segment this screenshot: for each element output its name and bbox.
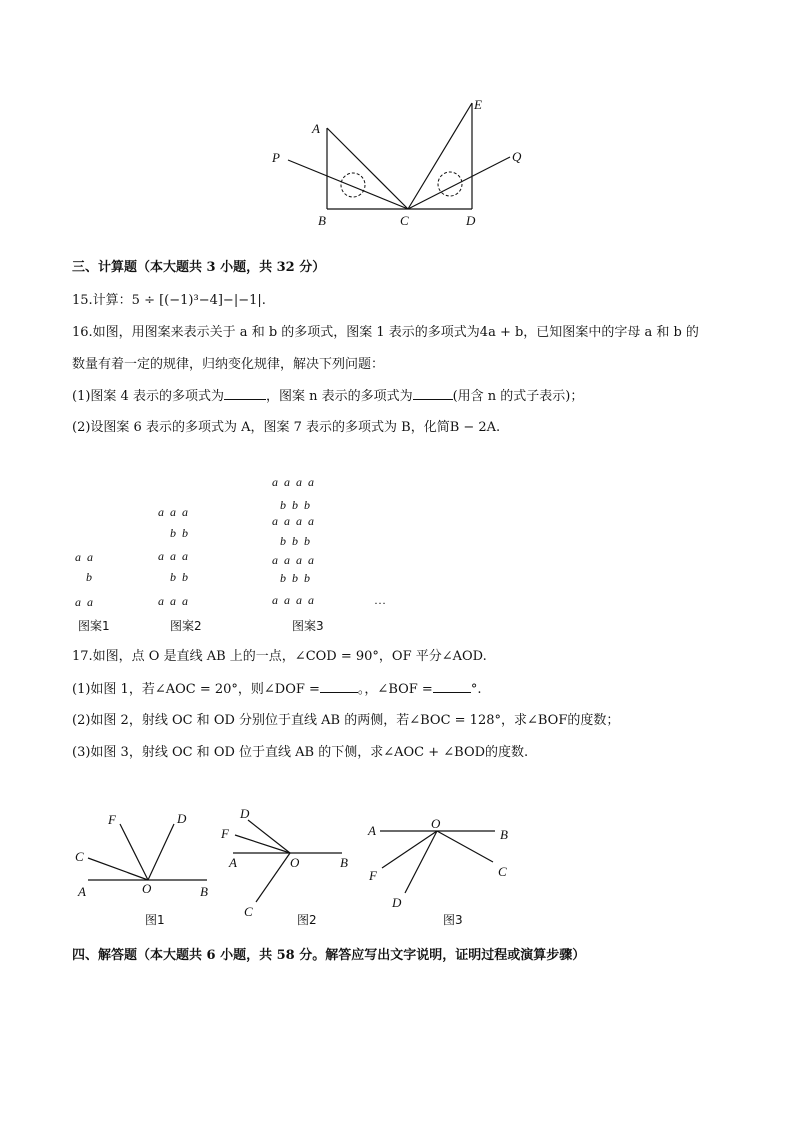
section4-heading: 四、解答题（本大题共 6 小题，共 58 分。解答应写出文字说明，证明过程或演算步骤）	[72, 948, 586, 963]
label-F: F	[221, 826, 229, 841]
pattern3-row2: b b b	[280, 498, 310, 512]
label-D: D	[392, 895, 402, 910]
label-B: B	[500, 827, 508, 842]
q16-line1: 16.如图，用图案来表示关于 a 和 b 的多项式，图案 1 表示的多项式为4a + b，已知图案中的字母 a 和 b 的	[72, 325, 699, 340]
answer-blank	[320, 680, 358, 693]
pattern3-row7: a a a a	[272, 593, 314, 607]
pattern1-row3: a a	[75, 595, 93, 609]
label-A: A	[229, 855, 237, 870]
dashed-circle-left	[341, 173, 365, 197]
q16-part1	[72, 387, 583, 406]
pattern2-row1: a a a	[158, 505, 188, 519]
top-geometry-figure	[260, 90, 550, 235]
pattern3-row1: a a a a	[272, 475, 314, 489]
ray-OD	[248, 820, 290, 853]
pattern1-caption: 图案1	[78, 619, 110, 633]
q17-part1-a: (1)如图 1，若∠AOC = 20°，则∠DOF =	[72, 682, 320, 697]
label-F: F	[369, 868, 377, 883]
q15-text: 15.计算：5 ÷ [(−1)³−4]−|−1|.	[72, 293, 266, 308]
section3-heading: 三、计算题（本大题共 3 小题，共 32 分）	[72, 260, 326, 275]
label-A: A	[312, 121, 320, 136]
q16-part1-b: ，图案 n 表示的多项式为	[265, 389, 413, 404]
label-P: P	[272, 150, 280, 165]
label-B: B	[340, 855, 348, 870]
label-Q: Q	[512, 149, 522, 164]
figure-3-caption: 图3	[443, 913, 463, 927]
pattern2-row5: a a a	[158, 594, 188, 608]
label-O: O	[290, 855, 300, 870]
pattern2-row2: b b	[170, 526, 188, 540]
q17-line1: 17.如图，点 O 是直线 AB 上的一点，∠COD = 90°，OF 平分∠AOD.	[72, 649, 487, 664]
pattern2-caption: 图案2	[170, 619, 202, 633]
q16-part1-a: (1)图案 4 表示的多项式为	[72, 389, 224, 404]
label-A: A	[368, 823, 376, 838]
label-C: C	[498, 864, 507, 879]
q17-part1	[72, 680, 481, 699]
q16-line2: 数量有着一定的规律，归纳变化规律，解决下列问题：	[72, 357, 385, 372]
label-C: C	[400, 213, 409, 228]
figure-2	[215, 800, 360, 925]
ray-OF	[235, 835, 290, 853]
segment-AC	[327, 128, 408, 209]
answer-blank	[413, 387, 453, 400]
q16-part2: (2)设图案 6 表示的多项式为 A，图案 7 表示的多项式为 B，化简B − 2A.	[72, 420, 501, 435]
label-A: A	[78, 884, 86, 899]
label-D: D	[466, 213, 476, 228]
label-B: B	[200, 884, 208, 899]
q17-part1-b: 。，∠BOF =	[357, 682, 433, 697]
pattern2-row4: b b	[170, 570, 188, 584]
ray-OF	[382, 831, 437, 868]
label-D: D	[240, 806, 250, 821]
q17-part2: (2)如图 2，射线 OC 和 OD 分别位于直线 AB 的两侧，若∠BOC = 128°，求∠BOF的度数；	[72, 713, 620, 728]
pattern3-caption: 图案3	[292, 619, 324, 633]
label-B: B	[318, 213, 326, 228]
answer-blank	[433, 680, 471, 693]
q17-part1-c: °.	[470, 682, 482, 697]
segment-PC	[288, 160, 408, 209]
pattern3-row5: a a a a	[272, 553, 314, 567]
pattern1-row1: a a	[75, 550, 93, 564]
pattern1-row2: b	[86, 570, 92, 584]
ray-OC	[437, 831, 493, 862]
pattern2-row3: a a a	[158, 549, 188, 563]
figure-2-caption: 图2	[297, 913, 317, 927]
ray-OD	[148, 824, 174, 880]
label-E: E	[474, 97, 482, 112]
label-F: F	[108, 812, 116, 827]
pattern3-row4: b b b	[280, 534, 310, 548]
label-O: O	[431, 816, 441, 831]
q17-part3: (3)如图 3，射线 OC 和 OD 位于直线 AB 的下侧，求∠AOC + ∠BOD的度数.	[72, 745, 529, 760]
pattern3-row3: a a a a	[272, 514, 314, 528]
label-C: C	[244, 904, 253, 919]
q16-part1-c: (用含 n 的式子表示)；	[452, 389, 584, 404]
pattern3-row6: b b b	[280, 571, 310, 585]
figure-1-caption: 图1	[145, 913, 165, 927]
figure-3	[360, 810, 520, 925]
ray-OC	[256, 853, 290, 902]
label-O: O	[142, 881, 152, 896]
label-D: D	[177, 811, 187, 826]
pattern-ellipsis: …	[374, 593, 386, 607]
ray-OD	[405, 831, 437, 893]
label-C: C	[75, 849, 84, 864]
answer-blank	[224, 387, 266, 400]
